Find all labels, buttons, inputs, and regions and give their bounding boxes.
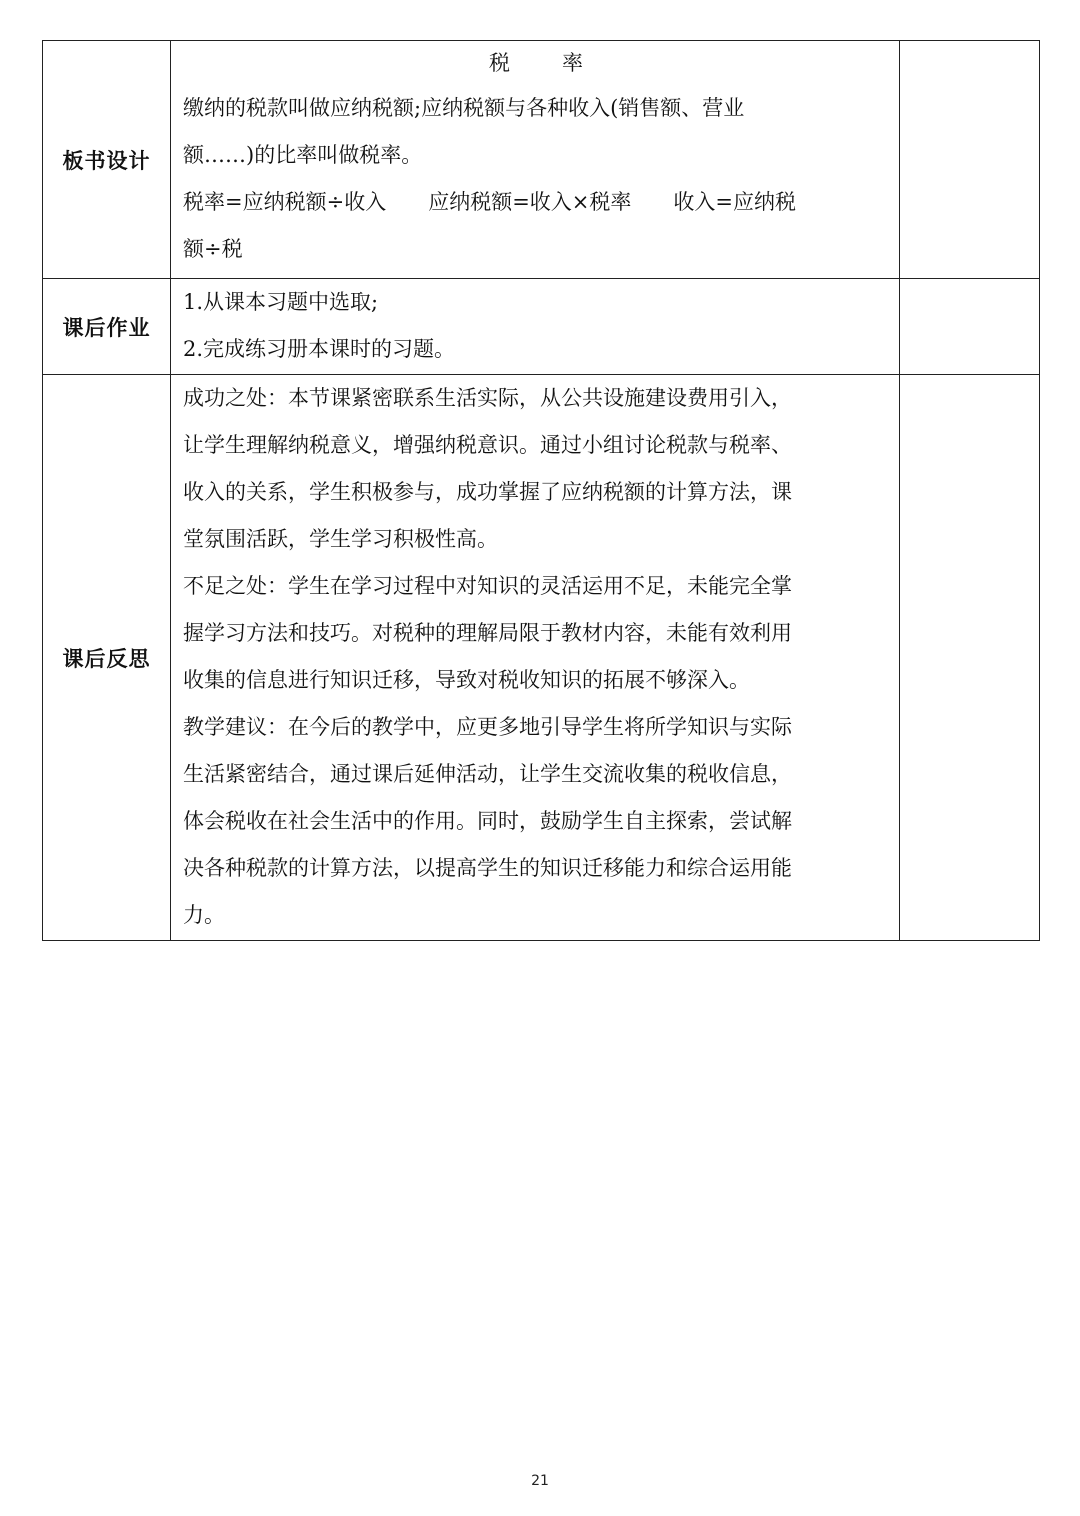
reflection-line: 力。 (183, 903, 225, 927)
board-design-label: 板书设计 (43, 41, 171, 279)
reflection-line: 体会税收在社会生活中的作用。同时，鼓励学生自主探索，尝试解 (183, 809, 792, 833)
board-design-line: 额……)的比率叫做税率。 (183, 143, 423, 167)
reflection-line: 生活紧密结合，通过课后延伸活动，让学生交流收集的税收信息， (183, 762, 792, 786)
reflection-note-cell (900, 375, 1040, 941)
reflection-row (43, 375, 1040, 941)
reflection-line: 收入的关系，学生积极参与，成功掌握了应纳税额的计算方法，课 (183, 480, 792, 504)
reflection-line: 决各种税款的计算方法，以提高学生的知识迁移能力和综合运用能 (183, 856, 792, 880)
reflection-line: 握学习方法和技巧。对税种的理解局限于教材内容，未能有效利用 (183, 621, 792, 645)
board-design-line: 额÷税 (183, 237, 243, 261)
board-design-note-cell (900, 41, 1040, 279)
reflection-line: 成功之处：本节课紧密联系生活实际，从公共设施建设费用引入， (183, 386, 792, 410)
reflection-line: 教学建议：在今后的教学中，应更多地引导学生将所学知识与实际 (183, 715, 792, 739)
page-number: 21 (531, 1473, 549, 1489)
reflection-line: 让学生理解纳税意义，增强纳税意识。通过小组讨论税款与税率、 (183, 433, 792, 457)
board-design-title: 税率 (489, 51, 635, 75)
reflection-content (171, 375, 900, 941)
board-design-line: 缴纳的税款叫做应纳税额;应纳税额与各种收入(销售额、营业 (183, 96, 745, 120)
reflection-line: 不足之处：学生在学习过程中对知识的灵活运用不足，未能完全掌 (183, 574, 792, 598)
reflection-line: 堂氛围活跃，学生学习积极性高。 (183, 527, 498, 551)
homework-label: 课后作业 (43, 279, 171, 375)
homework-content (171, 279, 900, 375)
homework-note-cell (900, 279, 1040, 375)
board-design-row (43, 41, 1040, 279)
board-design-line: 税率=应纳税额÷收入 应纳税额=收入×税率 收入=应纳税 (183, 190, 796, 214)
reflection-line: 收集的信息进行知识迁移，导致对税收知识的拓展不够深入。 (183, 668, 750, 692)
lesson-plan-table (42, 40, 1040, 941)
reflection-label: 课后反思 (43, 375, 171, 941)
board-design-content (171, 41, 900, 279)
homework-line: 1.从课本习题中选取; (183, 290, 379, 314)
homework-line: 2.完成练习册本课时的习题。 (183, 337, 456, 361)
homework-row (43, 279, 1040, 375)
